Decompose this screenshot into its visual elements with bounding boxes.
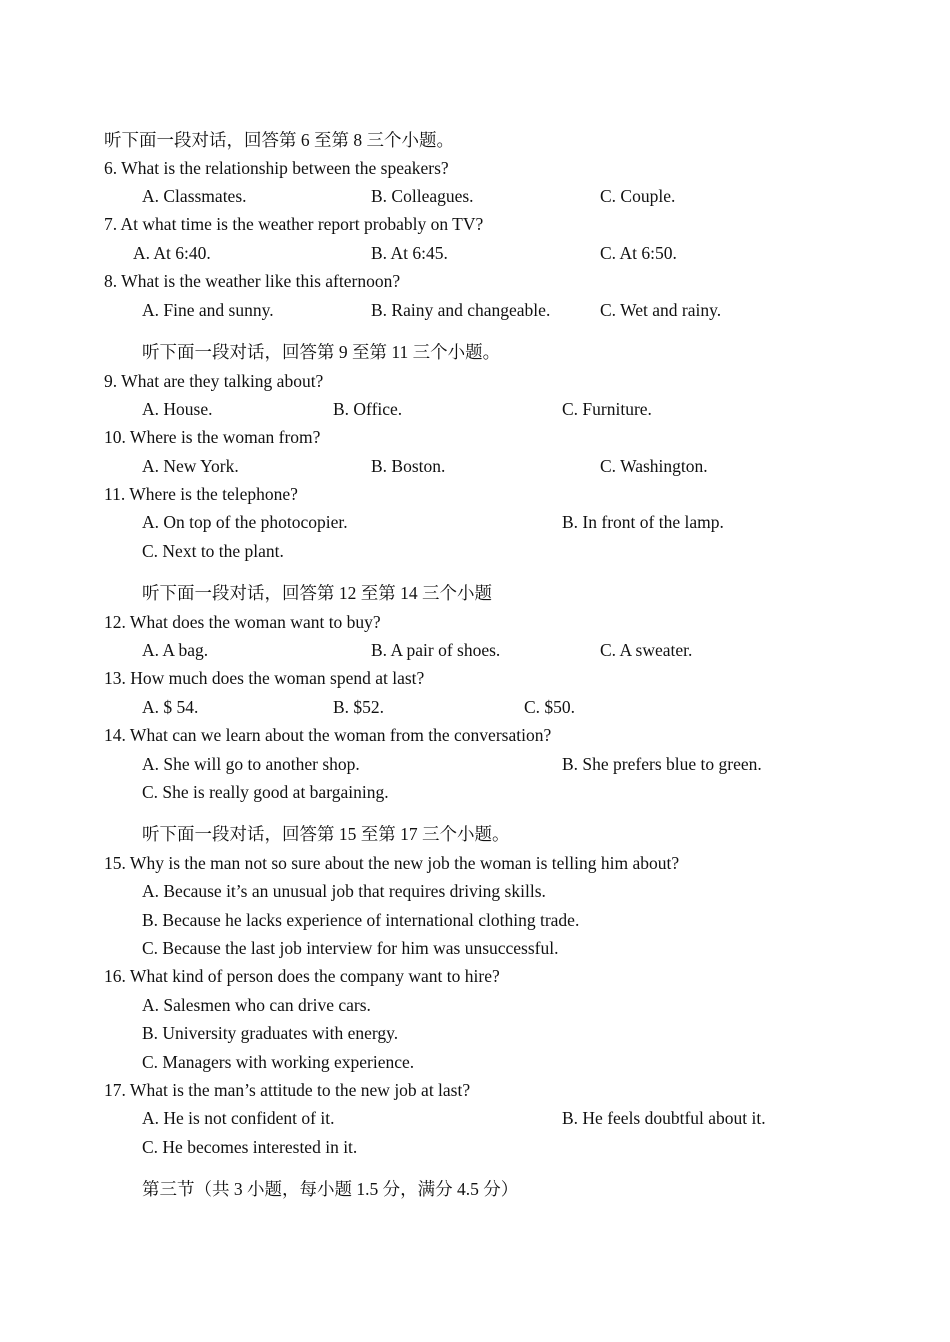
question-stem: 10. Where is the woman from? <box>104 427 321 447</box>
option-b: B. At 6:45. <box>371 243 448 263</box>
question-stem: 15. Why is the man not so sure about the new job the woman is telling him about? <box>104 853 680 873</box>
option-b: B. Colleagues. <box>371 186 474 206</box>
option-b: B. He feels doubtful about it. <box>562 1108 766 1128</box>
option-a: A. A bag. <box>142 640 209 660</box>
option-c: C. $50. <box>524 697 576 717</box>
option-c: C. Next to the plant. <box>142 541 284 561</box>
option-b: B. A pair of shoes. <box>371 640 501 660</box>
section-header: 听下面一段对话，回答第 6 至第 8 三个小题。 <box>104 130 454 150</box>
option-a: A. Fine and sunny. <box>142 300 274 320</box>
option-c: C. At 6:50. <box>600 243 677 263</box>
option-a: A. At 6:40. <box>133 243 211 263</box>
section-header: 听下面一段对话，回答第 15 至第 17 三个小题。 <box>142 824 510 844</box>
option-a: A. On top of the photocopier. <box>142 512 348 532</box>
option-b: B. Because he lacks experience of international clothing trade. <box>142 910 580 930</box>
question-stem: 8. What is the weather like this afternoon? <box>104 271 401 291</box>
section-header: 听下面一段对话，回答第 12 至第 14 三个小题 <box>142 583 492 603</box>
question-stem: 6. What is the relationship between the speakers? <box>104 158 449 178</box>
section-header: 听下面一段对话，回答第 9 至第 11 三个小题。 <box>142 342 501 362</box>
option-a: A. $ 54. <box>142 697 199 717</box>
option-b: B. She prefers blue to green. <box>562 754 762 774</box>
question-stem: 13. How much does the woman spend at last? <box>104 668 425 688</box>
question-stem: 17. What is the man’s attitude to the new job at last? <box>104 1080 471 1100</box>
option-b: B. $52. <box>333 697 385 717</box>
option-c: C. Managers with working experience. <box>142 1052 415 1072</box>
section-three-header: 第三节（共 3 小题，每小题 1.5 分，满分 4.5 分） <box>142 1179 519 1199</box>
option-c: C. He becomes interested in it. <box>142 1137 358 1157</box>
question-stem: 9. What are they talking about? <box>104 371 324 391</box>
option-c: C. Washington. <box>600 456 708 476</box>
option-a: A. She will go to another shop. <box>142 754 360 774</box>
option-a: A. Salesmen who can drive cars. <box>142 995 371 1015</box>
question-stem: 7. At what time is the weather report probably on TV? <box>104 214 484 234</box>
option-a: A. Classmates. <box>142 186 247 206</box>
option-a: A. Because it’s an unusual job that requires driving skills. <box>142 881 546 901</box>
option-c: C. Because the last job interview for him was unsuccessful. <box>142 938 559 958</box>
question-stem: 16. What kind of person does the company want to hire? <box>104 966 500 986</box>
question-stem: 14. What can we learn about the woman from the conversation? <box>104 725 552 745</box>
option-a: A. He is not confident of it. <box>142 1108 335 1128</box>
option-b: B. Boston. <box>371 456 446 476</box>
option-a: A. House. <box>142 399 213 419</box>
question-stem: 12. What does the woman want to buy? <box>104 612 381 632</box>
option-c: C. Couple. <box>600 186 676 206</box>
option-c: C. Furniture. <box>562 399 652 419</box>
option-a: A. New York. <box>142 456 239 476</box>
option-b: B. Rainy and changeable. <box>371 300 551 320</box>
option-b: B. University graduates with energy. <box>142 1023 399 1043</box>
option-b: B. Office. <box>333 399 403 419</box>
option-c: C. She is really good at bargaining. <box>142 782 389 802</box>
option-c: C. Wet and rainy. <box>600 300 722 320</box>
option-c: C. A sweater. <box>600 640 693 660</box>
question-stem: 11. Where is the telephone? <box>104 484 298 504</box>
option-b: B. In front of the lamp. <box>562 512 724 532</box>
